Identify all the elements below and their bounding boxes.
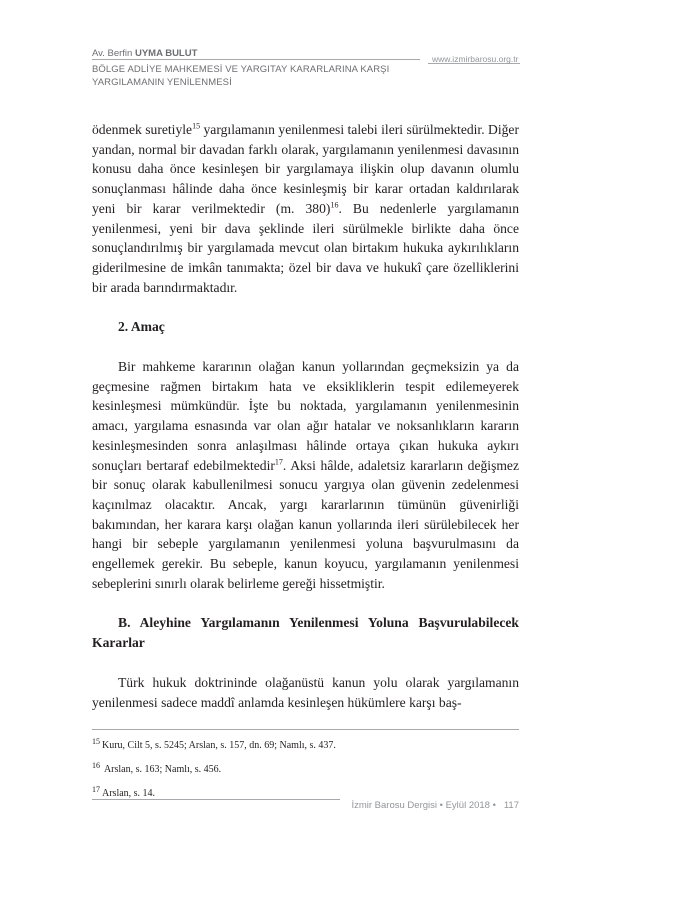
footer-rule (92, 799, 340, 800)
paragraph-2 (92, 357, 519, 593)
footnote-text: Arslan, s. 14. (102, 788, 156, 799)
paragraph-1-text-b: yargılamanın yenilenmesi talebi ileri sürülmektedir. Diğer yandan, normal bir davadan farklı olarak, yargılamanın yenilenmesi davasının konusu daha önce kesinleşen bir yargılamaya ilişkin olup davanın olumlu sonuçlanması hâlinde daha önce kesinleşmiş bir karar ortadan kaldırılarak yeni bir karar verilmektedir (m. 380) (92, 122, 519, 216)
header-title-line2: YARGILAMANIN YENİLENMESİ (92, 77, 232, 88)
paragraph-1-text-c: . Bu nedenlerle yargılamanın yenilenmesi, yeni bir dava şeklinde ileri sürülmekle birlikte daha önce sonuçlandırılmış bir yargılamada mevcut olan birtakım hukuka aykırılıkların giderilmesine de imkân tanımakta; özel bir dava ve hukukî çare özelliklerini bir arada barındırmaktadır. (92, 200, 519, 295)
footnote-15 (92, 736, 336, 751)
page-footer (351, 800, 519, 811)
footnote-text: Arslan, s. 163; Namlı, s. 456. (102, 764, 222, 775)
footnote-ref-15[interactable]: 15 (192, 121, 201, 131)
footer-journal: İzmir Barosu Dergisi • Eylül 2018 • (351, 800, 496, 811)
section-heading-b: B. Aleyhine Yargılamanın Yenilenmesi Yoluna Başvurulabilecek Kararlar (92, 615, 519, 651)
footnote-text: Kuru, Cilt 5, s. 5245; Arslan, s. 157, dn. 69; Namlı, s. 437. (102, 740, 336, 751)
running-header-title (92, 63, 389, 89)
footnote-number: 16 (92, 760, 100, 770)
footnote-16 (92, 760, 222, 775)
header-title-line1: BÖLGE ADLİYE MAHKEMESİ VE YARGITAY KARARLARINA KARŞI (92, 64, 390, 75)
running-header-author (92, 48, 197, 59)
author-prefix: Av. Berfin (92, 48, 135, 59)
paragraph-3: Türk hukuk doktrininde olağanüstü kanun yolu olarak yargılamanın yenilenmesi sadece maddî anlamda kesinleşen hükümlere karşı baş- (92, 674, 519, 710)
header-website: www.izmirbarosu.org.tr (432, 54, 519, 64)
paragraph-2-text-a: Bir mahkeme kararının olağan kanun yollarından geçmeksizin ya da geçmesine rağmen birtakım hata ve eksikliklerin tespit edilemeyerek kesinleşmesi mümkündür. İşte bu noktada, yargılamanın yenilenmesinin amacı, yargılama esnasında var olan ağır hatalar ve noksanlıkların kararın kesinleşmesinden sonra anlaşılması hâlinde ortaya çıkan hukuka aykırı sonuçları bertaraf edebilmektedir (92, 359, 519, 473)
page-number: 117 (503, 800, 519, 811)
header-rule-left (92, 59, 420, 60)
paragraph-1-text-a: ödenmek suretiyle (92, 122, 193, 137)
footnote-number: 15 (92, 736, 100, 746)
footnote-17 (92, 784, 156, 799)
footnote-ref-16[interactable]: 16 (330, 200, 339, 210)
section-heading-amac: 2. Amaç (118, 319, 165, 335)
footnote-ref-17[interactable]: 17 (274, 457, 283, 467)
footnote-number: 17 (92, 784, 100, 794)
footnote-separator (92, 729, 519, 730)
paragraph-1 (92, 120, 519, 297)
author-surname: UYMA BULUT (134, 48, 198, 59)
body-text (92, 120, 519, 712)
paragraph-2-text-b: . Aksi hâlde, adaletsiz kararların değişmez bir sonuç olarak kabullenilmesi sonucu yargıya olan güvenin zedelenmesi kaçınılmaz olacaktır. Ancak, yargı kararlarının tümünün güvenirliği bakımından, her karara karşı olağan kanun yollarında ileri sürülebilecek her hangi bir sebeple yargılamanın yenilenmesi yoluna başvurulmasını da engellemek gerekir. Bu sebeple, kanun koyucu, yargılamanın yenilenmesi sebeplerini sınırlı olarak belirleme gereği hissetmiştir. (92, 457, 519, 591)
